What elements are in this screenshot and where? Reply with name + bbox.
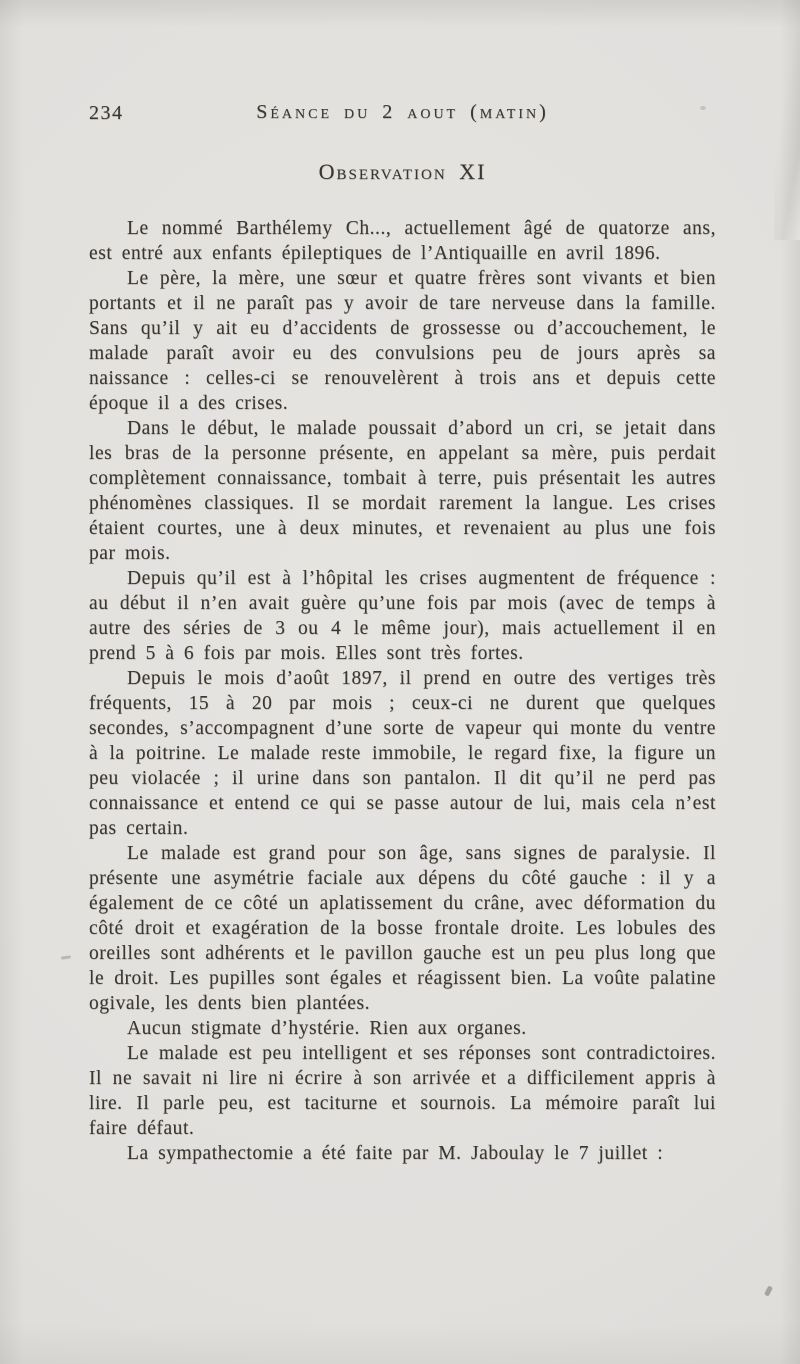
page-number: 234 — [89, 102, 124, 124]
page-header — [89, 101, 716, 127]
paragraph-physical-exam: Le malade est grand pour son âge, sans signes de paralysie. Il présente une asymétrie faciale aux dépens du côté gauche : il y a également de ce côté un aplatissement du crâne, avec déformation du côté droit et exagération de la bosse frontale droite. Les lobules des oreilles sont adhérents et le pavillon gauche est un peu plus long que le droit. Les pupilles sont égales et réagissent bien. La voûte palatine ogivale, les dents bien plantées. — [89, 843, 716, 1014]
paragraph-vertiges: Depuis le mois d’août 1897, il prend en outre des vertiges très fréquents, 15 à 20 par mois ; ceux-ci ne durent que quelques secondes, s’accompagnent d’une sorte de vapeur qui monte du ventre à la poitrine. Le malade reste immobile, le regard fixe, la figure un peu violacée ; il urine dans son pantalon. Il dit qu’il ne perd pas connaissance et entend ce qui se passe autour de lui, mais cela n’est pas certain. — [89, 668, 716, 839]
paragraph-sympathectomie: La sympathectomie a été faite par M. Jaboulay le 7 juillet : — [127, 1143, 664, 1164]
observation-body — [89, 216, 716, 1166]
paper-speck — [764, 1285, 773, 1296]
running-header-title: Séance du 2 aout (matin) — [256, 101, 549, 123]
paragraph-patient-intro: Le nommé Barthélemy Ch..., actuellement âgé de quatorze ans, est entré aux enfants épileptiques de l’Antiquaille en avril 1896. — [89, 218, 716, 264]
paragraph-hospital-frequency: Depuis qu’il est à l’hôpital les crises augmentent de fréquence : au début il n’en avait guère qu’une fois par mois (avec de temps à autre des séries de 3 ou 4 le même jour), mais actuellement il en prend 5 à 6 fois par mois. Elles sont très fortes. — [89, 568, 716, 664]
section-heading: Observation XI — [318, 159, 487, 184]
paragraph-intelligence: Le malade est peu intelligent et ses réponses sont contradictoires. Il ne savait ni lire ni écrire à son arrivée et a difficilement appris à lire. Il parle peu, est taciturne et sournois. La mémoire paraît lui faire défaut. — [89, 1043, 716, 1139]
paragraph-seizure-onset: Dans le début, le malade poussait d’abord un cri, se jetait dans les bras de la personne présente, en appelant sa mère, puis perdait complètement connaissance, tombait à terre, puis présentait les autres phénomènes classiques. Il se mordait rarement la langue. Les crises étaient courtes, une à deux minutes, et revenaient au plus une fois par mois. — [89, 418, 716, 564]
paragraph-no-stigmata: Aucun stigmate d’hystérie. Rien aux organes. — [127, 1018, 527, 1039]
paragraph-family-history: Le père, la mère, une sœur et quatre frères sont vivants et bien portants et il ne paraît pas y avoir de tare nerveuse dans la famille. Sans qu’il y ait eu d’accidents de grossesse ou d’accouchement, le malade paraît avoir eu des convulsions peu de jours après sa naissance : celles-ci se renouvelèrent à trois ans et depuis cette époque il a des crises. — [89, 268, 716, 414]
paper-speck — [61, 955, 71, 959]
